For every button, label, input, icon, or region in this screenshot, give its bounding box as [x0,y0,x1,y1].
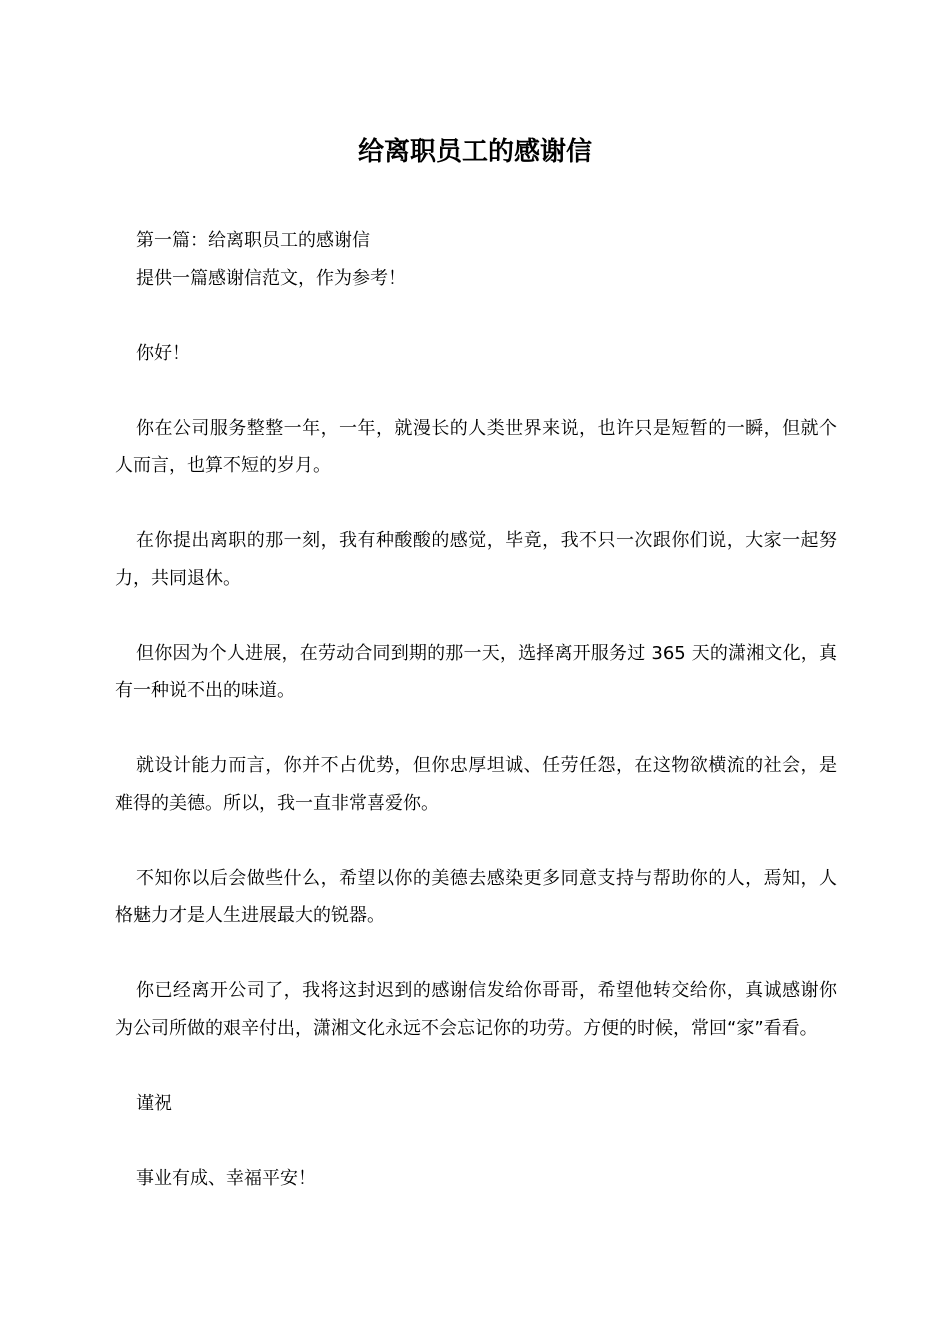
paragraph: 但你因为个人进展，在劳动合同到期的那一天，选择离开服务过 365 天的潇湘文化，真有一种说不出的味道。 [115,642,837,701]
closing-salutation: 谨祝 [136,1092,172,1114]
paragraph-gap [115,297,837,335]
paragraph-gap [115,822,837,860]
paragraph: 就设计能力而言，你并不占优势，但你忠厚坦诚、任劳任怨，在这物欲横流的社会，是难得的美德。所以，我一直非常喜爱你。 [115,755,837,814]
paragraph-gap [115,485,837,523]
paragraph: 不知你以后会做些什么，希望以你的美德去感染更多同意支持与帮助你的人，焉知，人格魅力才是人生进展最大的锐器。 [115,867,837,926]
closing-wish: 事业有成、幸福平安！ [136,1167,316,1189]
paragraph: 你在公司服务整整一年，一年，就漫长的人类世界来说，也许只是短暂的一瞬，但就个人而言，也算不短的岁月。 [115,417,837,476]
paragraph-gap [115,1047,837,1085]
section-heading: 第一篇：给离职员工的感谢信 [136,230,370,251]
paragraph-gap [115,935,837,973]
paragraph: 你已经离开公司了，我将这封迟到的感谢信发给你哥哥，希望他转交给你，真诚感谢你为公司所做的艰辛付出，潇湘文化永远不会忘记你的功劳。方便的时候，常回“家”看看。 [115,980,837,1039]
paragraph-gap [115,372,837,410]
paragraph: 在你提出离职的那一刻，我有种酸酸的感觉，毕竟，我不只一次跟你们说，大家一起努力，共同退休。 [115,530,837,589]
intro-line: 提供一篇感谢信范文，作为参考！ [136,267,406,289]
paragraph-gap [115,1122,837,1160]
document-body [115,222,837,1197]
greeting: 你好！ [136,342,190,364]
paragraph-gap [115,710,837,748]
paragraph-gap [115,597,837,635]
document-title: 给离职员工的感谢信 [357,137,592,167]
